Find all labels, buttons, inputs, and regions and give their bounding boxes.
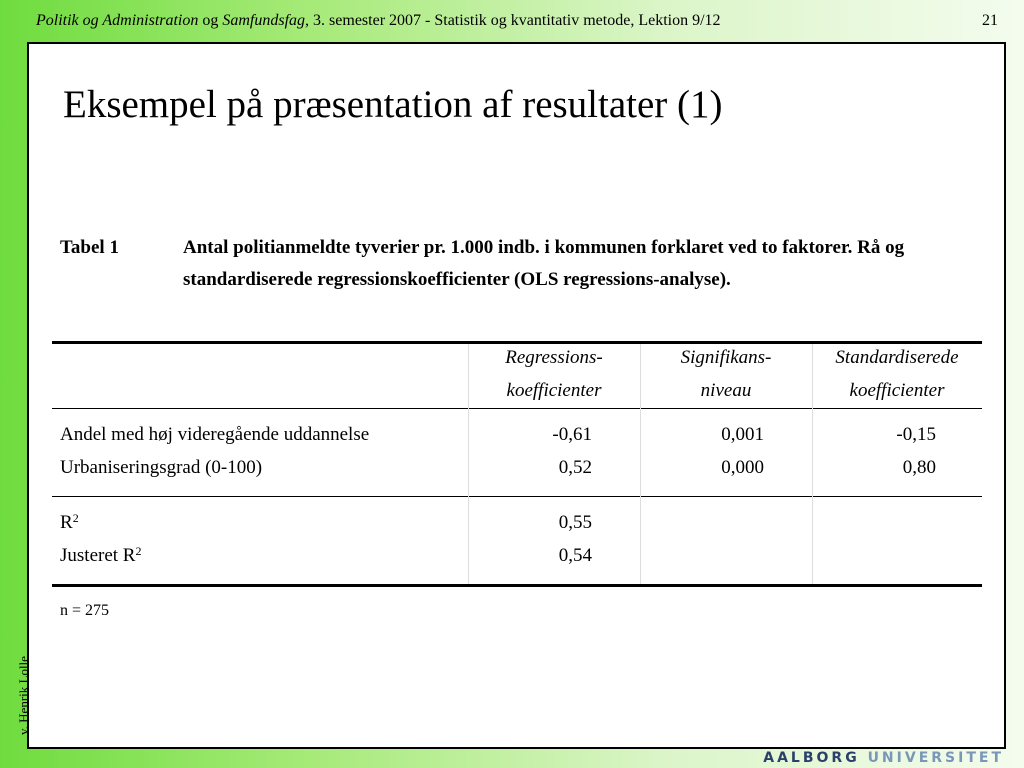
table-bottom-rule	[52, 584, 982, 587]
std-value: -0,15	[896, 424, 936, 445]
university-logo: AALBORG UNIVERSITET	[763, 750, 1004, 766]
sample-size-note: n = 275	[60, 602, 110, 619]
table-header-rule	[52, 408, 982, 409]
row-label: Andel med høj videregående uddannelse	[60, 424, 370, 445]
header-significance: Signifikans- niveau	[680, 347, 772, 401]
r-squared-label: $R^2$	[60, 511, 79, 533]
adjusted-r-squared-value: 0,54	[558, 545, 592, 566]
header-standardized: Standardiserede koefficienter	[835, 347, 959, 401]
coef-value: -0,61	[552, 424, 592, 445]
header-regression-coefficients: Regressions- koefficienter	[505, 347, 603, 401]
slide-header	[0, 0, 1024, 42]
table-caption-text: Antal politianmeldte tyverier pr. 1.000 indb. i kommunen forklaret ved to faktorer. Rå og standardiserede regressionskoefficienter (OLS regressions-analyse).	[183, 237, 905, 290]
sig-value: 0,001	[721, 424, 764, 445]
row-label: Urbaniseringsgrad (0-100)	[60, 457, 263, 478]
std-value: 0,80	[902, 457, 936, 478]
r-squared-value: 0,55	[558, 512, 592, 533]
table-caption-label: Tabel 1	[60, 237, 119, 258]
regression-table	[52, 341, 982, 587]
slide-content	[27, 42, 1006, 749]
coef-value: 0,52	[558, 457, 592, 478]
sig-value: 0,000	[721, 457, 764, 478]
adjusted-r-squared-label: Justeret $R^2$	[60, 544, 142, 566]
course-info: Politik og Administration og Samfundsfag, 3. semester 2007 - Statistik og kvantitativ metode, Lektion 9/12	[36, 12, 721, 29]
author-label: v. Henrik Lolle	[16, 656, 31, 735]
table-mid-rule	[52, 496, 982, 497]
slide-title: Eksempel på præsentation af resultater (1)	[63, 83, 723, 126]
page-number: 21	[982, 12, 998, 29]
